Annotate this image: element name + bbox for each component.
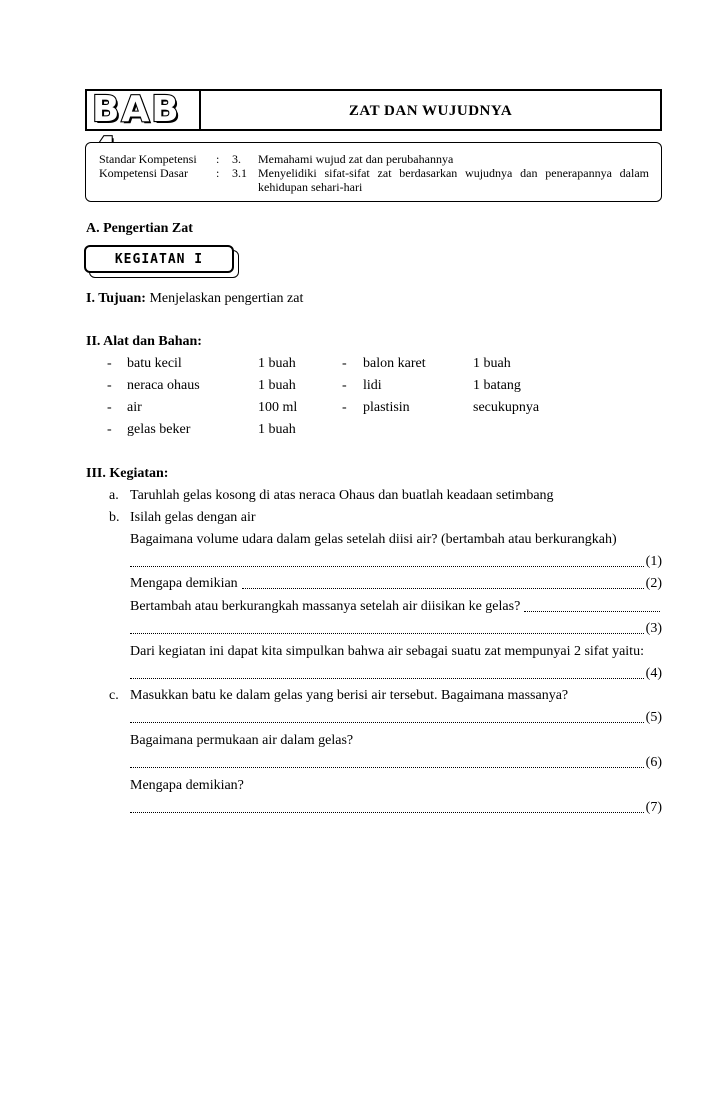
question-2: Mengapa demikian	[130, 576, 238, 591]
material-dash: -	[342, 378, 347, 393]
material-name: plastisin	[363, 400, 410, 415]
question-6: Bagaimana permukaan air dalam gelas?	[130, 733, 354, 748]
sk-number: 3.	[232, 152, 241, 166]
answer-number-5: (5)	[645, 710, 662, 725]
sk-text: Memahami wujud zat dan perubahannya	[258, 152, 454, 166]
material-dash: -	[342, 400, 347, 415]
material-name: batu kecil	[127, 356, 182, 371]
material-name: gelas beker	[127, 422, 191, 437]
answer-line-3[interactable]	[130, 621, 662, 637]
step-b-text: Isilah gelas dengan air	[130, 510, 256, 525]
material-dash: -	[107, 356, 112, 371]
sk-colon: :	[216, 152, 220, 166]
answer-number-2: (2)	[645, 576, 662, 591]
material-dash: -	[107, 400, 112, 415]
objective	[86, 291, 303, 307]
sk-label: Standar Kompetensi	[99, 152, 197, 166]
answer-line-1[interactable]	[130, 554, 662, 570]
kd-number: 3.1	[232, 166, 247, 180]
material-qty: 1 buah	[258, 422, 296, 437]
material-qty: 1 buah	[258, 356, 296, 371]
answer-number-4: (4)	[645, 666, 662, 681]
step-c-mark: c.	[109, 688, 119, 703]
answer-number-6: (6)	[645, 755, 662, 770]
material-name: neraca ohaus	[127, 378, 200, 393]
question-7: Mengapa demikian?	[130, 778, 244, 793]
kd-colon: :	[216, 166, 220, 180]
answer-line-2[interactable]	[130, 576, 662, 592]
materials-heading: II. Alat dan Bahan:	[86, 334, 202, 349]
answer-number-1: (1)	[645, 554, 662, 569]
question-4: Dari kegiatan ini dapat kita simpulkan bahwa air sebagai suatu zat mempunyai 2 sifat yaitu:	[130, 644, 644, 659]
answer-number-3: (3)	[645, 621, 662, 636]
question-3: Bertambah atau berkurangkah massanya setelah air diisikan ke gelas?	[130, 599, 521, 614]
material-qty: 1 batang	[473, 378, 521, 393]
answer-number-7: (7)	[645, 800, 662, 815]
step-b-mark: b.	[109, 510, 120, 525]
material-dash: -	[107, 422, 112, 437]
kd-text: Menyelidiki sifat-sifat zat berdasarkan wujudnya dan penerapannya dalam kehidupan sehari-hari	[258, 166, 649, 194]
material-name: air	[127, 400, 142, 415]
material-qty: 1 buah	[473, 356, 511, 371]
answer-line-7[interactable]	[130, 800, 662, 816]
objective-text: Menjelaskan pengertian zat	[149, 291, 304, 306]
question-1: Bagaimana volume udara dalam gelas setelah diisi air? (bertambah atau berkurangkah)	[130, 532, 617, 547]
chapter-header	[85, 89, 662, 131]
section-heading: A. Pengertian Zat	[86, 221, 193, 236]
step-a-mark: a.	[109, 488, 119, 503]
activity-badge: KEGIATAN I	[84, 245, 234, 273]
material-qty: 100 ml	[258, 400, 298, 415]
material-dash: -	[107, 378, 112, 393]
answer-line-4[interactable]	[130, 666, 662, 682]
chapter-badge-text: BAB	[92, 89, 181, 130]
kd-label: Kompetensi Dasar	[99, 166, 188, 180]
competency-box	[85, 142, 662, 202]
chapter-badge	[87, 91, 201, 129]
step-c-text: Masukkan batu ke dalam gelas yang berisi air tersebut. Bagaimana massanya?	[130, 688, 569, 703]
material-dash: -	[342, 356, 347, 371]
material-qty: 1 buah	[258, 378, 296, 393]
objective-label: I. Tujuan:	[86, 291, 146, 306]
chapter-title: ZAT DAN WUJUDNYA	[348, 103, 513, 119]
answer-line-6[interactable]	[130, 755, 662, 771]
material-name: balon karet	[363, 356, 426, 371]
material-qty: secukupnya	[473, 400, 540, 415]
step-a-text: Taruhlah gelas kosong di atas neraca Ohaus dan buatlah keadaan setimbang	[130, 488, 554, 503]
answer-line-5[interactable]	[130, 710, 662, 726]
question-3-line[interactable]	[130, 599, 662, 615]
activity-heading: III. Kegiatan:	[86, 466, 169, 481]
material-name: lidi	[363, 378, 382, 393]
